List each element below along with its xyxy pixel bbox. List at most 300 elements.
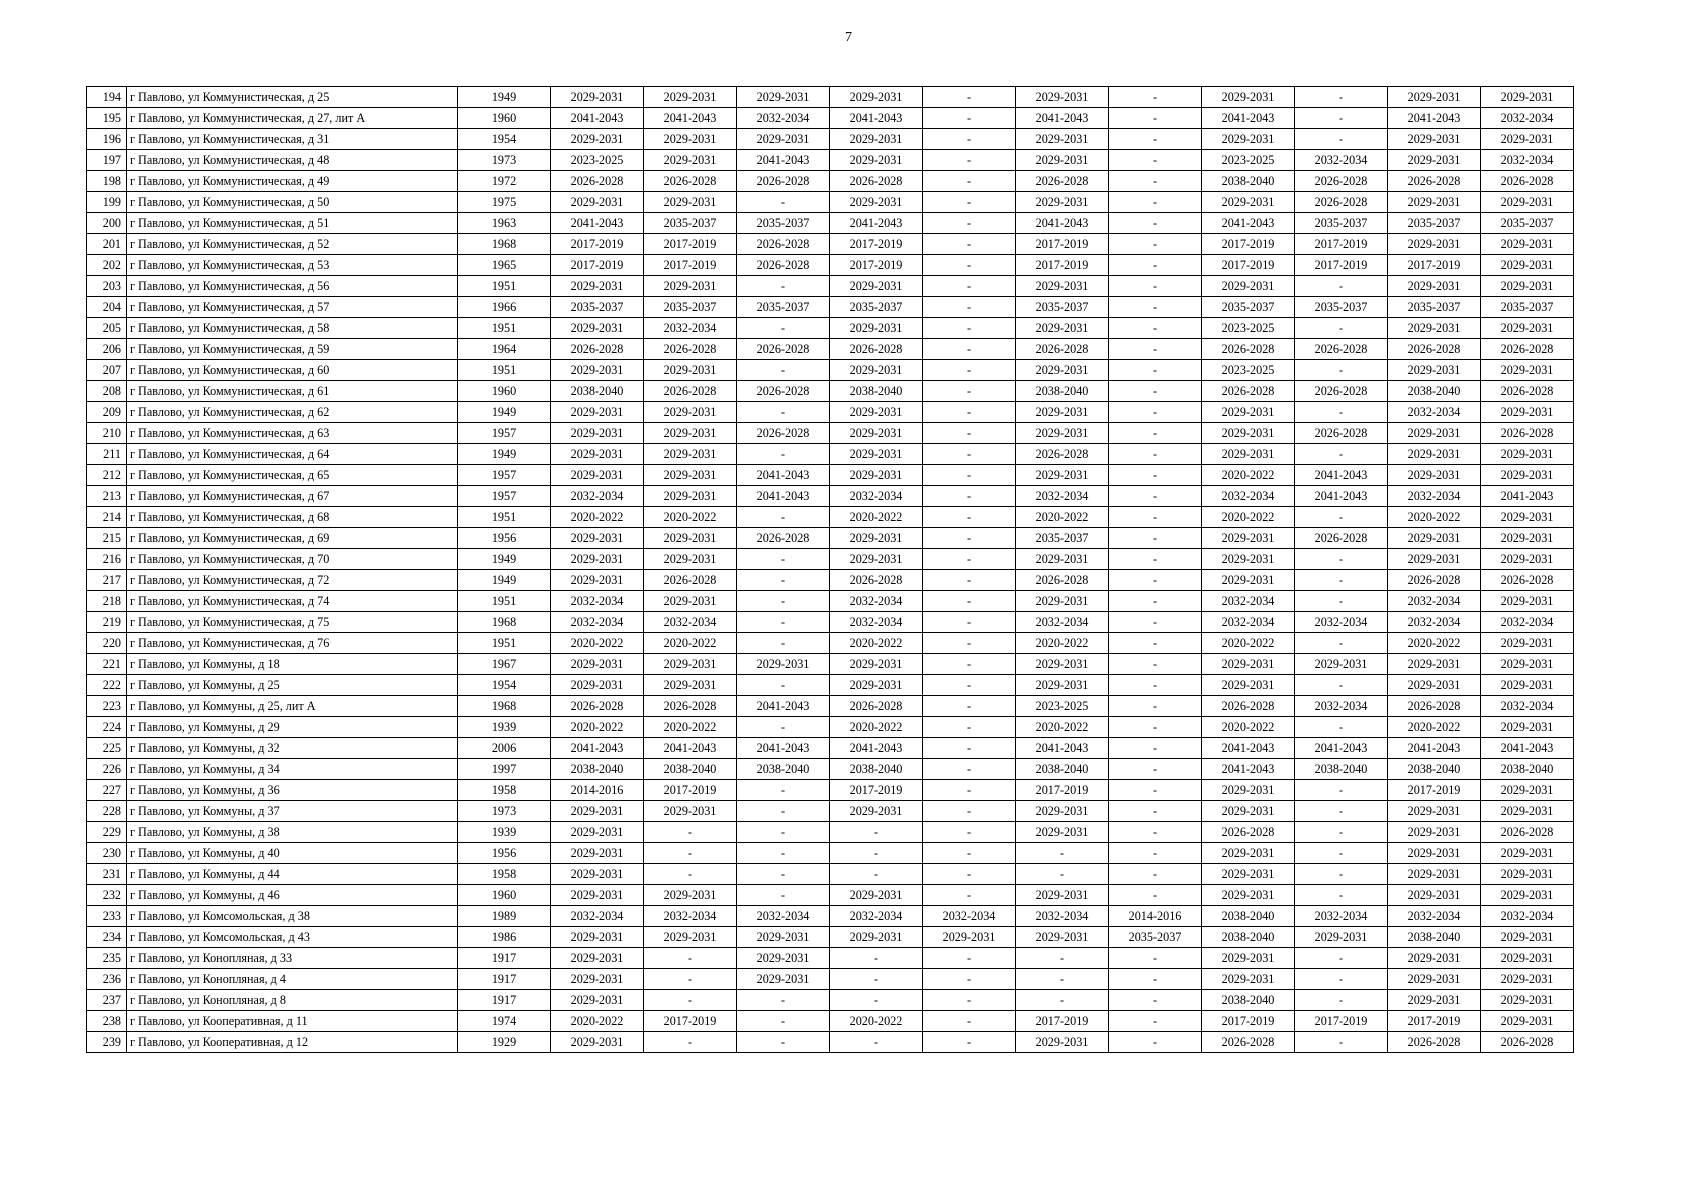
repair-period-cell: - [737,675,830,696]
repair-period-cell: - [737,633,830,654]
repair-period-cell: - [1109,717,1202,738]
row-number-cell: 216 [87,549,127,570]
repair-period-cell: - [737,1032,830,1053]
row-number-cell: 212 [87,465,127,486]
repair-period-cell: 2038-2040 [1481,759,1574,780]
repair-period-cell: - [923,633,1016,654]
repair-period-cell: - [1109,885,1202,906]
repair-period-cell: 2026-2028 [644,696,737,717]
row-number-cell: 209 [87,402,127,423]
repair-period-cell: - [923,255,1016,276]
repair-period-cell: 2026-2028 [551,171,644,192]
repair-period-cell: - [1295,822,1388,843]
build-year-cell: 1986 [458,927,551,948]
repair-period-cell: - [737,801,830,822]
repair-period-cell: 2029-2031 [1202,129,1295,150]
repair-period-cell: 2035-2037 [1295,213,1388,234]
row-number-cell: 201 [87,234,127,255]
repair-period-cell: 2029-2031 [737,969,830,990]
repair-period-cell: 2017-2019 [1016,780,1109,801]
build-year-cell: 1949 [458,444,551,465]
repair-period-cell: 2029-2031 [1388,276,1481,297]
build-year-cell: 1975 [458,192,551,213]
address-cell: г Павлово, ул Коммунистическая, д 31 [127,129,458,150]
repair-period-cell: 2017-2019 [551,255,644,276]
repair-period-cell: 2029-2031 [1481,255,1574,276]
repair-period-cell: 2035-2037 [1295,297,1388,318]
table-row [87,318,1574,339]
repair-period-cell: 2029-2031 [1481,654,1574,675]
address-cell: г Павлово, ул Коммуны, д 38 [127,822,458,843]
build-year-cell: 1972 [458,171,551,192]
build-year-cell: 2006 [458,738,551,759]
repair-period-cell: 2020-2022 [551,1011,644,1032]
row-number-cell: 199 [87,192,127,213]
repair-period-cell: 2026-2028 [737,234,830,255]
repair-period-cell: 2017-2019 [1388,255,1481,276]
repair-period-cell: 2029-2031 [1481,990,1574,1011]
repair-period-cell: - [644,948,737,969]
repair-period-cell: - [1295,318,1388,339]
repair-period-cell: 2032-2034 [1202,486,1295,507]
repair-period-cell: 2029-2031 [1016,675,1109,696]
repair-period-cell: - [737,570,830,591]
address-cell: г Павлово, ул Комсомольская, д 43 [127,927,458,948]
repair-period-cell: 2029-2031 [551,465,644,486]
row-number-cell: 208 [87,381,127,402]
build-year-cell: 1958 [458,780,551,801]
repair-period-cell: 2029-2031 [830,360,923,381]
repair-period-cell: 2035-2037 [1202,297,1295,318]
repair-period-cell: 2038-2040 [1202,927,1295,948]
repair-period-cell: 2020-2022 [1388,717,1481,738]
repair-period-cell: 2029-2031 [1481,360,1574,381]
repair-period-cell: 2038-2040 [1202,906,1295,927]
repair-period-cell: 2020-2022 [1016,633,1109,654]
repair-period-cell: - [830,822,923,843]
repair-period-cell: - [1295,87,1388,108]
repair-period-cell: 2029-2031 [551,129,644,150]
repair-period-cell: 2038-2040 [644,759,737,780]
repair-period-cell: 2023-2025 [551,150,644,171]
repair-period-cell: - [923,339,1016,360]
address-cell: г Павлово, ул Коммунистическая, д 57 [127,297,458,318]
address-cell: г Павлово, ул Коммунистическая, д 67 [127,486,458,507]
repair-period-cell: - [1016,843,1109,864]
repair-period-cell: 2029-2031 [1481,507,1574,528]
repair-period-cell: - [737,318,830,339]
repair-period-cell: 2032-2034 [1388,591,1481,612]
repair-period-cell: - [1109,990,1202,1011]
repair-period-cell: 2029-2031 [1202,864,1295,885]
repair-period-cell: 2029-2031 [551,801,644,822]
row-number-cell: 214 [87,507,127,528]
address-cell: г Павлово, ул Коммунистическая, д 60 [127,360,458,381]
table-row [87,990,1574,1011]
row-number-cell: 228 [87,801,127,822]
repair-period-cell: - [923,192,1016,213]
table-row [87,423,1574,444]
repair-period-cell: - [923,759,1016,780]
repair-period-cell: 2029-2031 [1016,150,1109,171]
repair-period-cell: 2041-2043 [1016,108,1109,129]
repair-period-cell: 2029-2031 [1016,360,1109,381]
repair-period-cell: - [923,87,1016,108]
repair-period-cell: 2041-2043 [1016,213,1109,234]
row-number-cell: 211 [87,444,127,465]
row-number-cell: 200 [87,213,127,234]
table-row [87,339,1574,360]
repair-period-cell: - [1295,948,1388,969]
repair-period-cell: 2038-2040 [737,759,830,780]
row-number-cell: 213 [87,486,127,507]
row-number-cell: 197 [87,150,127,171]
repair-period-cell: 2014-2016 [1109,906,1202,927]
repair-period-cell: 2035-2037 [1109,927,1202,948]
table-row [87,444,1574,465]
repair-period-cell: 2020-2022 [551,633,644,654]
repair-period-cell: 2029-2031 [644,444,737,465]
row-number-cell: 222 [87,675,127,696]
repair-period-cell: 2029-2031 [644,654,737,675]
repair-period-cell: 2035-2037 [644,297,737,318]
repair-period-cell: 2032-2034 [1016,486,1109,507]
repair-period-cell: - [1109,213,1202,234]
row-number-cell: 239 [87,1032,127,1053]
repair-period-cell: 2026-2028 [1202,822,1295,843]
row-number-cell: 205 [87,318,127,339]
repair-period-cell: 2032-2034 [1481,696,1574,717]
repair-period-cell: 2029-2031 [1202,801,1295,822]
repair-period-cell: - [1109,171,1202,192]
repair-period-cell: 2017-2019 [551,234,644,255]
repair-period-cell: 2029-2031 [1388,801,1481,822]
repair-period-cell: 2026-2028 [1388,339,1481,360]
repair-period-cell: 2020-2022 [644,717,737,738]
build-year-cell: 1963 [458,213,551,234]
table-row [87,381,1574,402]
repair-period-cell: 2020-2022 [1016,717,1109,738]
repair-period-cell: - [1109,444,1202,465]
repair-period-cell: - [1109,1011,1202,1032]
repair-period-cell: 2035-2037 [1481,297,1574,318]
table-row [87,108,1574,129]
build-year-cell: 1954 [458,129,551,150]
repair-period-cell: - [737,507,830,528]
address-cell: г Павлово, ул Коммуны, д 40 [127,843,458,864]
repair-period-cell: - [923,381,1016,402]
repair-period-cell: 2029-2031 [1481,843,1574,864]
row-number-cell: 217 [87,570,127,591]
build-year-cell: 1951 [458,591,551,612]
repair-period-cell: - [1295,780,1388,801]
repair-period-cell: 2029-2031 [830,402,923,423]
repair-period-cell: - [923,1011,1016,1032]
repair-period-cell: - [1295,885,1388,906]
build-year-cell: 1967 [458,654,551,675]
repair-period-cell: 2029-2031 [1481,864,1574,885]
table-row [87,591,1574,612]
repair-period-cell: 2029-2031 [551,885,644,906]
repair-period-cell: 2032-2034 [1388,906,1481,927]
table-row [87,696,1574,717]
address-cell: г Павлово, ул Кооперативная, д 12 [127,1032,458,1053]
repair-period-cell: - [1016,864,1109,885]
repair-period-cell: - [923,465,1016,486]
repair-period-cell: - [1295,633,1388,654]
repair-period-cell: - [923,507,1016,528]
row-number-cell: 195 [87,108,127,129]
build-year-cell: 1917 [458,969,551,990]
build-year-cell: 1968 [458,612,551,633]
repair-period-cell: 2017-2019 [1388,1011,1481,1032]
page-number: 7 [845,30,852,45]
repair-period-cell: - [737,990,830,1011]
repair-period-cell: 2029-2031 [1388,360,1481,381]
repair-period-cell: 2026-2028 [830,171,923,192]
repair-period-cell: 2038-2040 [551,381,644,402]
repair-period-cell: - [737,1011,830,1032]
repair-period-cell: 2020-2022 [1016,507,1109,528]
repair-period-cell: 2026-2028 [1388,1032,1481,1053]
repair-period-cell: 2032-2034 [1202,612,1295,633]
repair-period-cell: 2017-2019 [644,255,737,276]
repair-period-cell: 2017-2019 [1016,234,1109,255]
repair-period-cell: 2041-2043 [830,738,923,759]
repair-period-cell: 2017-2019 [1016,1011,1109,1032]
address-cell: г Павлово, ул Кооперативная, д 11 [127,1011,458,1032]
repair-period-cell: 2041-2043 [1481,486,1574,507]
table-row [87,759,1574,780]
row-number-cell: 231 [87,864,127,885]
repair-period-cell: 2029-2031 [830,528,923,549]
repair-period-cell: 2029-2031 [1016,276,1109,297]
row-number-cell: 204 [87,297,127,318]
build-year-cell: 1957 [458,465,551,486]
repair-period-cell: 2029-2031 [551,948,644,969]
repair-period-cell: - [1109,549,1202,570]
build-year-cell: 1951 [458,507,551,528]
repair-period-cell: 2029-2031 [830,192,923,213]
repair-period-cell: 2026-2028 [1295,528,1388,549]
repair-period-cell: 2029-2031 [1388,192,1481,213]
repair-period-cell: 2032-2034 [1016,612,1109,633]
address-cell: г Павлово, ул Коммуны, д 29 [127,717,458,738]
repair-period-cell: - [1109,402,1202,423]
repair-period-cell: 2038-2040 [830,381,923,402]
repair-period-cell: 2020-2022 [551,507,644,528]
repair-period-cell: 2026-2028 [1481,1032,1574,1053]
repair-period-cell: 2029-2031 [1202,654,1295,675]
build-year-cell: 1964 [458,339,551,360]
repair-period-cell: 2029-2031 [830,318,923,339]
address-cell: г Павлово, ул Коммунистическая, д 70 [127,549,458,570]
repair-period-cell: - [923,990,1016,1011]
address-cell: г Павлово, ул Коммунистическая, д 75 [127,612,458,633]
repair-period-cell: - [1295,1032,1388,1053]
repair-period-cell: 2029-2031 [644,927,737,948]
repair-period-cell: 2029-2031 [1388,549,1481,570]
table-row [87,402,1574,423]
repair-period-cell: 2029-2031 [1388,864,1481,885]
repair-period-cell: 2029-2031 [830,423,923,444]
repair-period-cell: 2029-2031 [1388,87,1481,108]
repair-period-cell: 2029-2031 [551,528,644,549]
build-year-cell: 1951 [458,633,551,654]
repair-period-cell: 2029-2031 [551,1032,644,1053]
row-number-cell: 194 [87,87,127,108]
repair-period-cell: 2017-2019 [1016,255,1109,276]
repair-period-cell: 2026-2028 [1481,339,1574,360]
address-cell: г Павлово, ул Коммуны, д 36 [127,780,458,801]
build-year-cell: 1949 [458,87,551,108]
build-year-cell: 1954 [458,675,551,696]
repair-period-cell: - [830,843,923,864]
repair-period-cell: 2029-2031 [1481,780,1574,801]
repair-period-cell: 2041-2043 [1202,738,1295,759]
repair-period-cell: 2041-2043 [737,465,830,486]
repair-period-cell: - [830,1032,923,1053]
address-cell: г Павлово, ул Коммуны, д 37 [127,801,458,822]
repair-period-cell: - [737,402,830,423]
repair-period-cell: 2032-2034 [1481,150,1574,171]
address-cell: г Павлово, ул Коммуны, д 25 [127,675,458,696]
repair-period-cell: - [1109,969,1202,990]
repair-period-cell: 2029-2031 [551,87,644,108]
repair-period-cell: 2029-2031 [1016,87,1109,108]
repair-period-cell: 2017-2019 [1202,234,1295,255]
build-year-cell: 1958 [458,864,551,885]
repair-period-cell: 2020-2022 [1388,633,1481,654]
repair-period-cell: - [830,969,923,990]
repair-period-cell: 2026-2028 [737,381,830,402]
repair-period-cell: - [1109,843,1202,864]
row-number-cell: 227 [87,780,127,801]
repair-period-cell: 2029-2031 [1481,465,1574,486]
repair-period-cell: - [1016,948,1109,969]
repair-period-cell: 2041-2043 [1202,213,1295,234]
repair-period-cell: 2029-2031 [830,675,923,696]
repair-period-cell: 2032-2034 [551,906,644,927]
table-row [87,843,1574,864]
table-row [87,612,1574,633]
table-row [87,234,1574,255]
repair-period-cell: 2029-2031 [644,87,737,108]
repair-period-cell: - [923,171,1016,192]
repair-period-cell: - [923,738,1016,759]
table-row [87,486,1574,507]
repair-period-cell: 2026-2028 [551,339,644,360]
repair-period-cell: - [1016,969,1109,990]
repair-period-cell: - [1295,507,1388,528]
repair-period-cell: - [923,885,1016,906]
repair-period-cell: 2032-2034 [644,906,737,927]
repair-period-cell: 2032-2034 [1202,591,1295,612]
repair-period-cell: 2026-2028 [1481,822,1574,843]
repair-period-cell: 2029-2031 [1481,402,1574,423]
repair-period-cell: - [1295,570,1388,591]
repair-period-cell: 2041-2043 [1016,738,1109,759]
table-row [87,528,1574,549]
repair-period-cell: 2026-2028 [1016,570,1109,591]
repair-period-cell: - [644,969,737,990]
repair-period-cell: - [1109,759,1202,780]
repair-period-cell: 2029-2031 [1016,885,1109,906]
repair-period-cell: 2026-2028 [1481,171,1574,192]
repair-period-cell: 2032-2034 [830,612,923,633]
repair-period-cell: - [830,990,923,1011]
repair-period-cell: - [737,822,830,843]
address-cell: г Павлово, ул Коммунистическая, д 64 [127,444,458,465]
repair-period-cell: - [1109,423,1202,444]
repair-period-cell: - [1109,465,1202,486]
repair-period-cell: 2041-2043 [1202,108,1295,129]
repair-period-cell: 2032-2034 [1295,696,1388,717]
repair-period-cell: 2020-2022 [1202,507,1295,528]
repair-period-cell: 2017-2019 [1388,780,1481,801]
repair-period-cell: 2029-2031 [1295,654,1388,675]
address-cell: г Павлово, ул Коммунистическая, д 61 [127,381,458,402]
build-year-cell: 1960 [458,108,551,129]
repair-period-cell: 2035-2037 [1016,528,1109,549]
repair-period-cell: 2029-2031 [1202,192,1295,213]
repair-period-cell: - [923,822,1016,843]
repair-period-cell: 2023-2025 [1202,318,1295,339]
build-year-cell: 1957 [458,423,551,444]
repair-period-cell: 2029-2031 [1481,87,1574,108]
repair-period-cell: 2029-2031 [1388,234,1481,255]
table-row [87,633,1574,654]
repair-period-cell: 2026-2028 [737,423,830,444]
row-number-cell: 219 [87,612,127,633]
build-year-cell: 1973 [458,801,551,822]
repair-period-cell: - [1109,255,1202,276]
table-row [87,150,1574,171]
repair-period-cell: - [1109,948,1202,969]
repair-period-cell: - [1109,738,1202,759]
repair-period-cell: 2026-2028 [830,570,923,591]
build-year-cell: 1965 [458,255,551,276]
repair-period-cell: 2017-2019 [830,255,923,276]
repair-period-cell: 2026-2028 [1016,339,1109,360]
repair-period-cell: 2029-2031 [1202,885,1295,906]
row-number-cell: 203 [87,276,127,297]
build-year-cell: 1957 [458,486,551,507]
repair-period-cell: 2029-2031 [1481,717,1574,738]
repair-period-cell: 2029-2031 [644,423,737,444]
address-cell: г Павлово, ул Коммунистическая, д 69 [127,528,458,549]
address-cell: г Павлово, ул Конопляная, д 33 [127,948,458,969]
repair-period-cell: 2041-2043 [551,738,644,759]
repair-period-cell: 2029-2031 [551,969,644,990]
repair-period-cell: 2029-2031 [644,801,737,822]
repair-period-cell: - [923,864,1016,885]
repair-period-cell: 2041-2043 [644,738,737,759]
repair-period-cell: 2041-2043 [551,213,644,234]
repair-period-cell: 2041-2043 [737,486,830,507]
repair-period-cell: 2038-2040 [1388,759,1481,780]
repair-period-cell: 2029-2031 [1016,822,1109,843]
repair-period-cell: 2026-2028 [1016,171,1109,192]
build-year-cell: 1966 [458,297,551,318]
repair-period-cell: - [1109,801,1202,822]
repair-period-cell: - [1295,402,1388,423]
row-number-cell: 234 [87,927,127,948]
table-row [87,129,1574,150]
repair-period-cell: 2029-2031 [830,927,923,948]
repair-period-cell: - [1295,108,1388,129]
repair-period-cell: - [1109,381,1202,402]
